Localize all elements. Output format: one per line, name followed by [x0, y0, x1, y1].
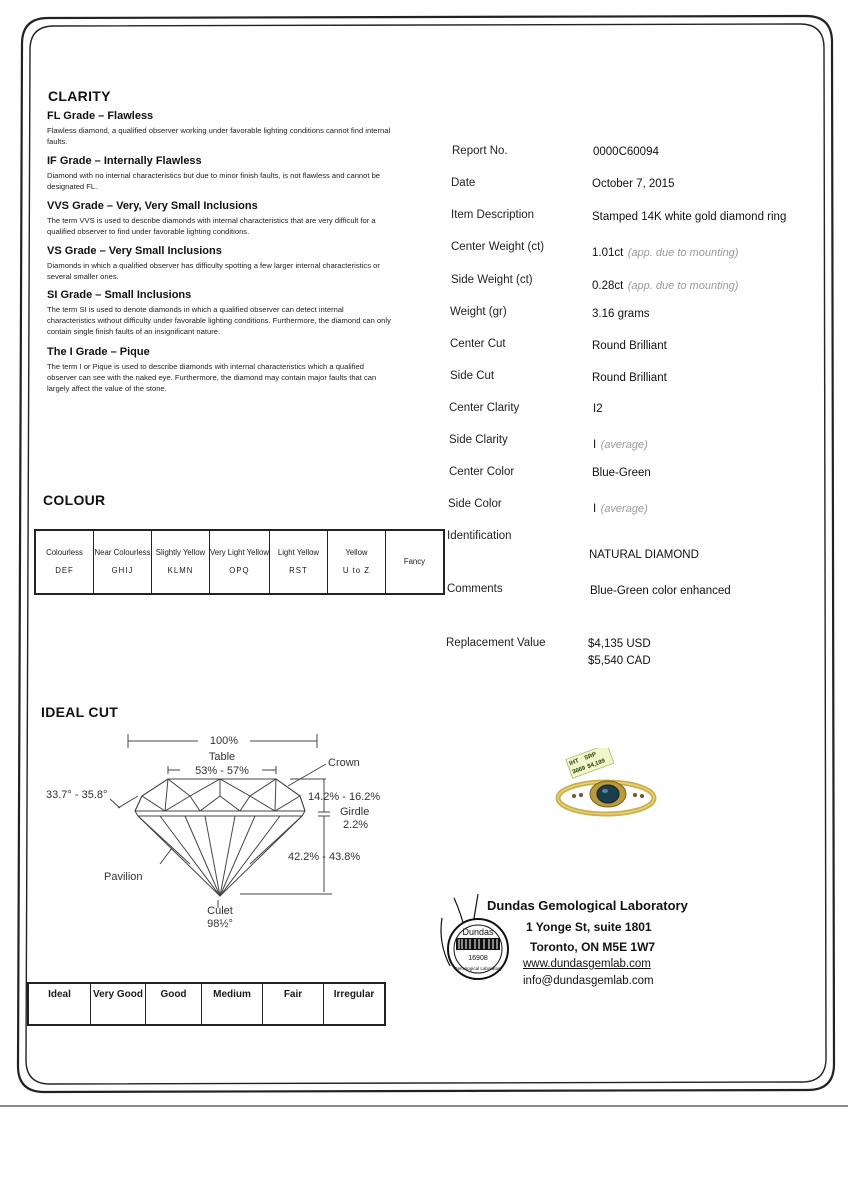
side-weight-value: 0.28ct: [592, 280, 624, 292]
center-cut-label: Center Cut: [450, 338, 506, 350]
date-label: Date: [451, 177, 476, 189]
table-label: Table: [208, 751, 236, 763]
colour-label: Light Yellow: [277, 548, 320, 557]
report-no-label: Report No.: [452, 145, 508, 157]
side-cut-label: Side Cut: [450, 370, 495, 382]
side-cut-value: Round Brilliant: [592, 372, 667, 384]
clarity-vvs: [47, 200, 392, 237]
ring-tag-line3: SRP: [583, 751, 598, 762]
colour-label: Colourless: [46, 548, 83, 557]
colour-cell-near-colourless: [94, 530, 152, 594]
clarity-heading: CLARITY: [48, 88, 111, 104]
colour-code: GHIJ: [111, 566, 134, 575]
weight-value: 3.16 grams: [592, 308, 650, 320]
date-value: October 7, 2015: [592, 178, 675, 190]
side-color-note: (average): [600, 503, 648, 515]
pavilion-depth: 42.2% - 43.8%: [288, 851, 361, 863]
colour-heading: COLOUR: [43, 492, 106, 508]
lab-name: Dundas Gemological Laboratory: [487, 898, 688, 913]
grade-title: The I Grade – Pique: [47, 346, 150, 358]
cut-grade-ideal: Ideal: [28, 983, 91, 1025]
grade-title: FL Grade – Flawless: [47, 110, 154, 122]
colour-scale-table: [34, 529, 445, 595]
culet-label: Culet: [207, 905, 233, 917]
ideal-cut-heading: IDEAL CUT: [41, 704, 119, 720]
seal-number: 16908: [468, 955, 488, 962]
center-weight-value: 1.01ct: [592, 247, 624, 259]
side-clarity-value: I: [593, 439, 597, 451]
cut-grade-good: Good: [146, 983, 202, 1025]
grade-title: IF Grade – Internally Flawless: [47, 155, 202, 167]
side-weight-label: Side Weight (ct): [451, 274, 533, 286]
clarity-if: [47, 155, 392, 192]
colour-label: Slightly Yellow: [155, 548, 206, 557]
grade-title: SI Grade – Small Inclusions: [47, 289, 192, 301]
side-weight-note: (app. due to mounting): [627, 280, 739, 292]
lab-address-line2: Toronto, ON M5E 1W7: [530, 940, 656, 954]
table-range: 53% - 57%: [195, 765, 249, 777]
side-color-label: Side Color: [448, 498, 502, 510]
cut-grade-fair: Fair: [263, 983, 324, 1025]
colour-code: DEF: [55, 566, 74, 575]
grade-description: The term VVS is used to describe diamonds with internal characteristics that are very difficult for a qualified observer to find under favorable lighting conditions.: [47, 216, 376, 236]
grade-title: VVS Grade – Very, Very Small Inclusions: [47, 200, 258, 212]
comments-value: Blue-Green color enhanced: [590, 585, 731, 597]
center-color-label: Center Color: [449, 466, 515, 478]
grade-description: Diamonds in which a qualified observer has difficulty spotting a few larger internal characteristics or several smaller ones.: [47, 261, 380, 281]
colour-cell-very-light-yellow: [210, 530, 270, 594]
clarity-fl: [47, 110, 392, 147]
colour-cell-colourless: [35, 530, 94, 594]
center-weight-value-group: [592, 243, 738, 261]
center-color-value: Blue-Green: [592, 467, 651, 479]
replacement-value-cad: $5,540 CAD: [588, 655, 651, 667]
colour-code: RST: [289, 566, 308, 575]
grade-description: The term SI is used to denote diamonds in which a qualified observer can detect internal characteristics without difficulty under favorable lighting conditions. Furthermore, the diamond can only contain single finish faults of an insignificant nature.: [47, 305, 391, 336]
ring-tag-line1: IHT: [568, 758, 580, 768]
grade-description: Flawless diamond, a qualified observer working under favorable lighting conditions cannot find internal faults.: [47, 126, 391, 146]
side-clarity-note: (average): [600, 439, 648, 451]
seal-top-text: Dundas: [462, 927, 494, 937]
center-cut-value: Round Brilliant: [592, 340, 667, 352]
pavilion-label: Pavilion: [104, 871, 143, 883]
center-clarity-label: Center Clarity: [449, 402, 520, 414]
colour-code: U to Z: [342, 566, 371, 575]
seal-ring-text: Gemological Laboratory: [454, 966, 502, 971]
colour-label: Near Colourless: [94, 548, 151, 557]
identification-label: Identification: [447, 530, 512, 542]
cut-grade-table: [27, 982, 386, 1026]
identification-value: NATURAL DIAMOND: [589, 549, 699, 561]
lab-email[interactable]: info@dundasgemlab.com: [523, 975, 654, 987]
side-color-value: I: [593, 503, 597, 515]
item-description-value: Stamped 14K white gold diamond ring: [592, 211, 787, 223]
replacement-value-usd: $4,135 USD: [588, 638, 651, 650]
cut-total-label: 100%: [209, 735, 239, 747]
ring-tag-line4: $4,199: [586, 758, 607, 771]
ring-tag-line2: 3669: [571, 765, 587, 776]
ring-photo: [548, 748, 658, 828]
colour-label: Very Light Yellow: [210, 548, 269, 557]
colour-label: Fancy: [403, 557, 426, 566]
colour-cell-yellow: [327, 530, 385, 594]
colour-cell-slightly-yellow: [152, 530, 210, 594]
item-description-label: Item Description: [451, 209, 535, 221]
report-no-value: 0000C60094: [593, 146, 659, 158]
clarity-si: [47, 289, 392, 337]
replacement-value-label: Replacement Value: [446, 637, 546, 649]
side-clarity-label: Side Clarity: [449, 434, 508, 446]
girdle-value: 2.2%: [343, 819, 369, 831]
colour-label: Yellow: [345, 548, 368, 557]
clarity-vs: [47, 245, 392, 282]
center-weight-note: (app. due to mounting): [627, 247, 739, 259]
crown-label: Crown: [328, 757, 360, 769]
diamond-proportions-diagram: [40, 724, 400, 934]
center-weight-label: Center Weight (ct): [451, 241, 545, 253]
grade-title: VS Grade – Very Small Inclusions: [47, 245, 222, 257]
side-clarity-value-group: [593, 435, 648, 453]
grade-description: The term I or Pique is used to describe diamonds with internal characteristics which a qualified observer can see with the naked eye. Furthermore, the diamond may contain major faults that can largely affect the value of the stone.: [47, 362, 377, 393]
colour-code: KLMN: [167, 566, 194, 575]
colour-code: OPQ: [229, 566, 250, 575]
culet-value: 98½°: [207, 918, 233, 930]
comments-label: Comments: [447, 583, 503, 595]
colour-cell-light-yellow: [269, 530, 327, 594]
cut-grade-very-good: Very Good: [91, 983, 146, 1025]
lab-address-line1: 1 Yonge St, suite 1801: [526, 920, 652, 934]
colour-cell-fancy: [385, 530, 444, 594]
clarity-pique: [47, 346, 392, 394]
girdle-label: Girdle: [340, 806, 370, 818]
lab-website-link[interactable]: www.dundasgemlab.com: [523, 958, 651, 970]
cut-grade-medium: Medium: [202, 983, 263, 1025]
center-clarity-value: I2: [593, 403, 603, 415]
crown-angle: 33.7° - 35.8°: [46, 789, 108, 801]
weight-label: Weight (gr): [450, 306, 507, 318]
crown-height: 14.2% - 16.2%: [308, 791, 381, 803]
side-weight-value-group: [592, 276, 738, 294]
side-color-value-group: [593, 499, 648, 517]
cut-grade-irregular: Irregular: [324, 983, 386, 1025]
grade-description: Diamond with no internal characteristics but due to minor finish faults, is not flawless and cannot be designated FL.: [47, 171, 381, 191]
